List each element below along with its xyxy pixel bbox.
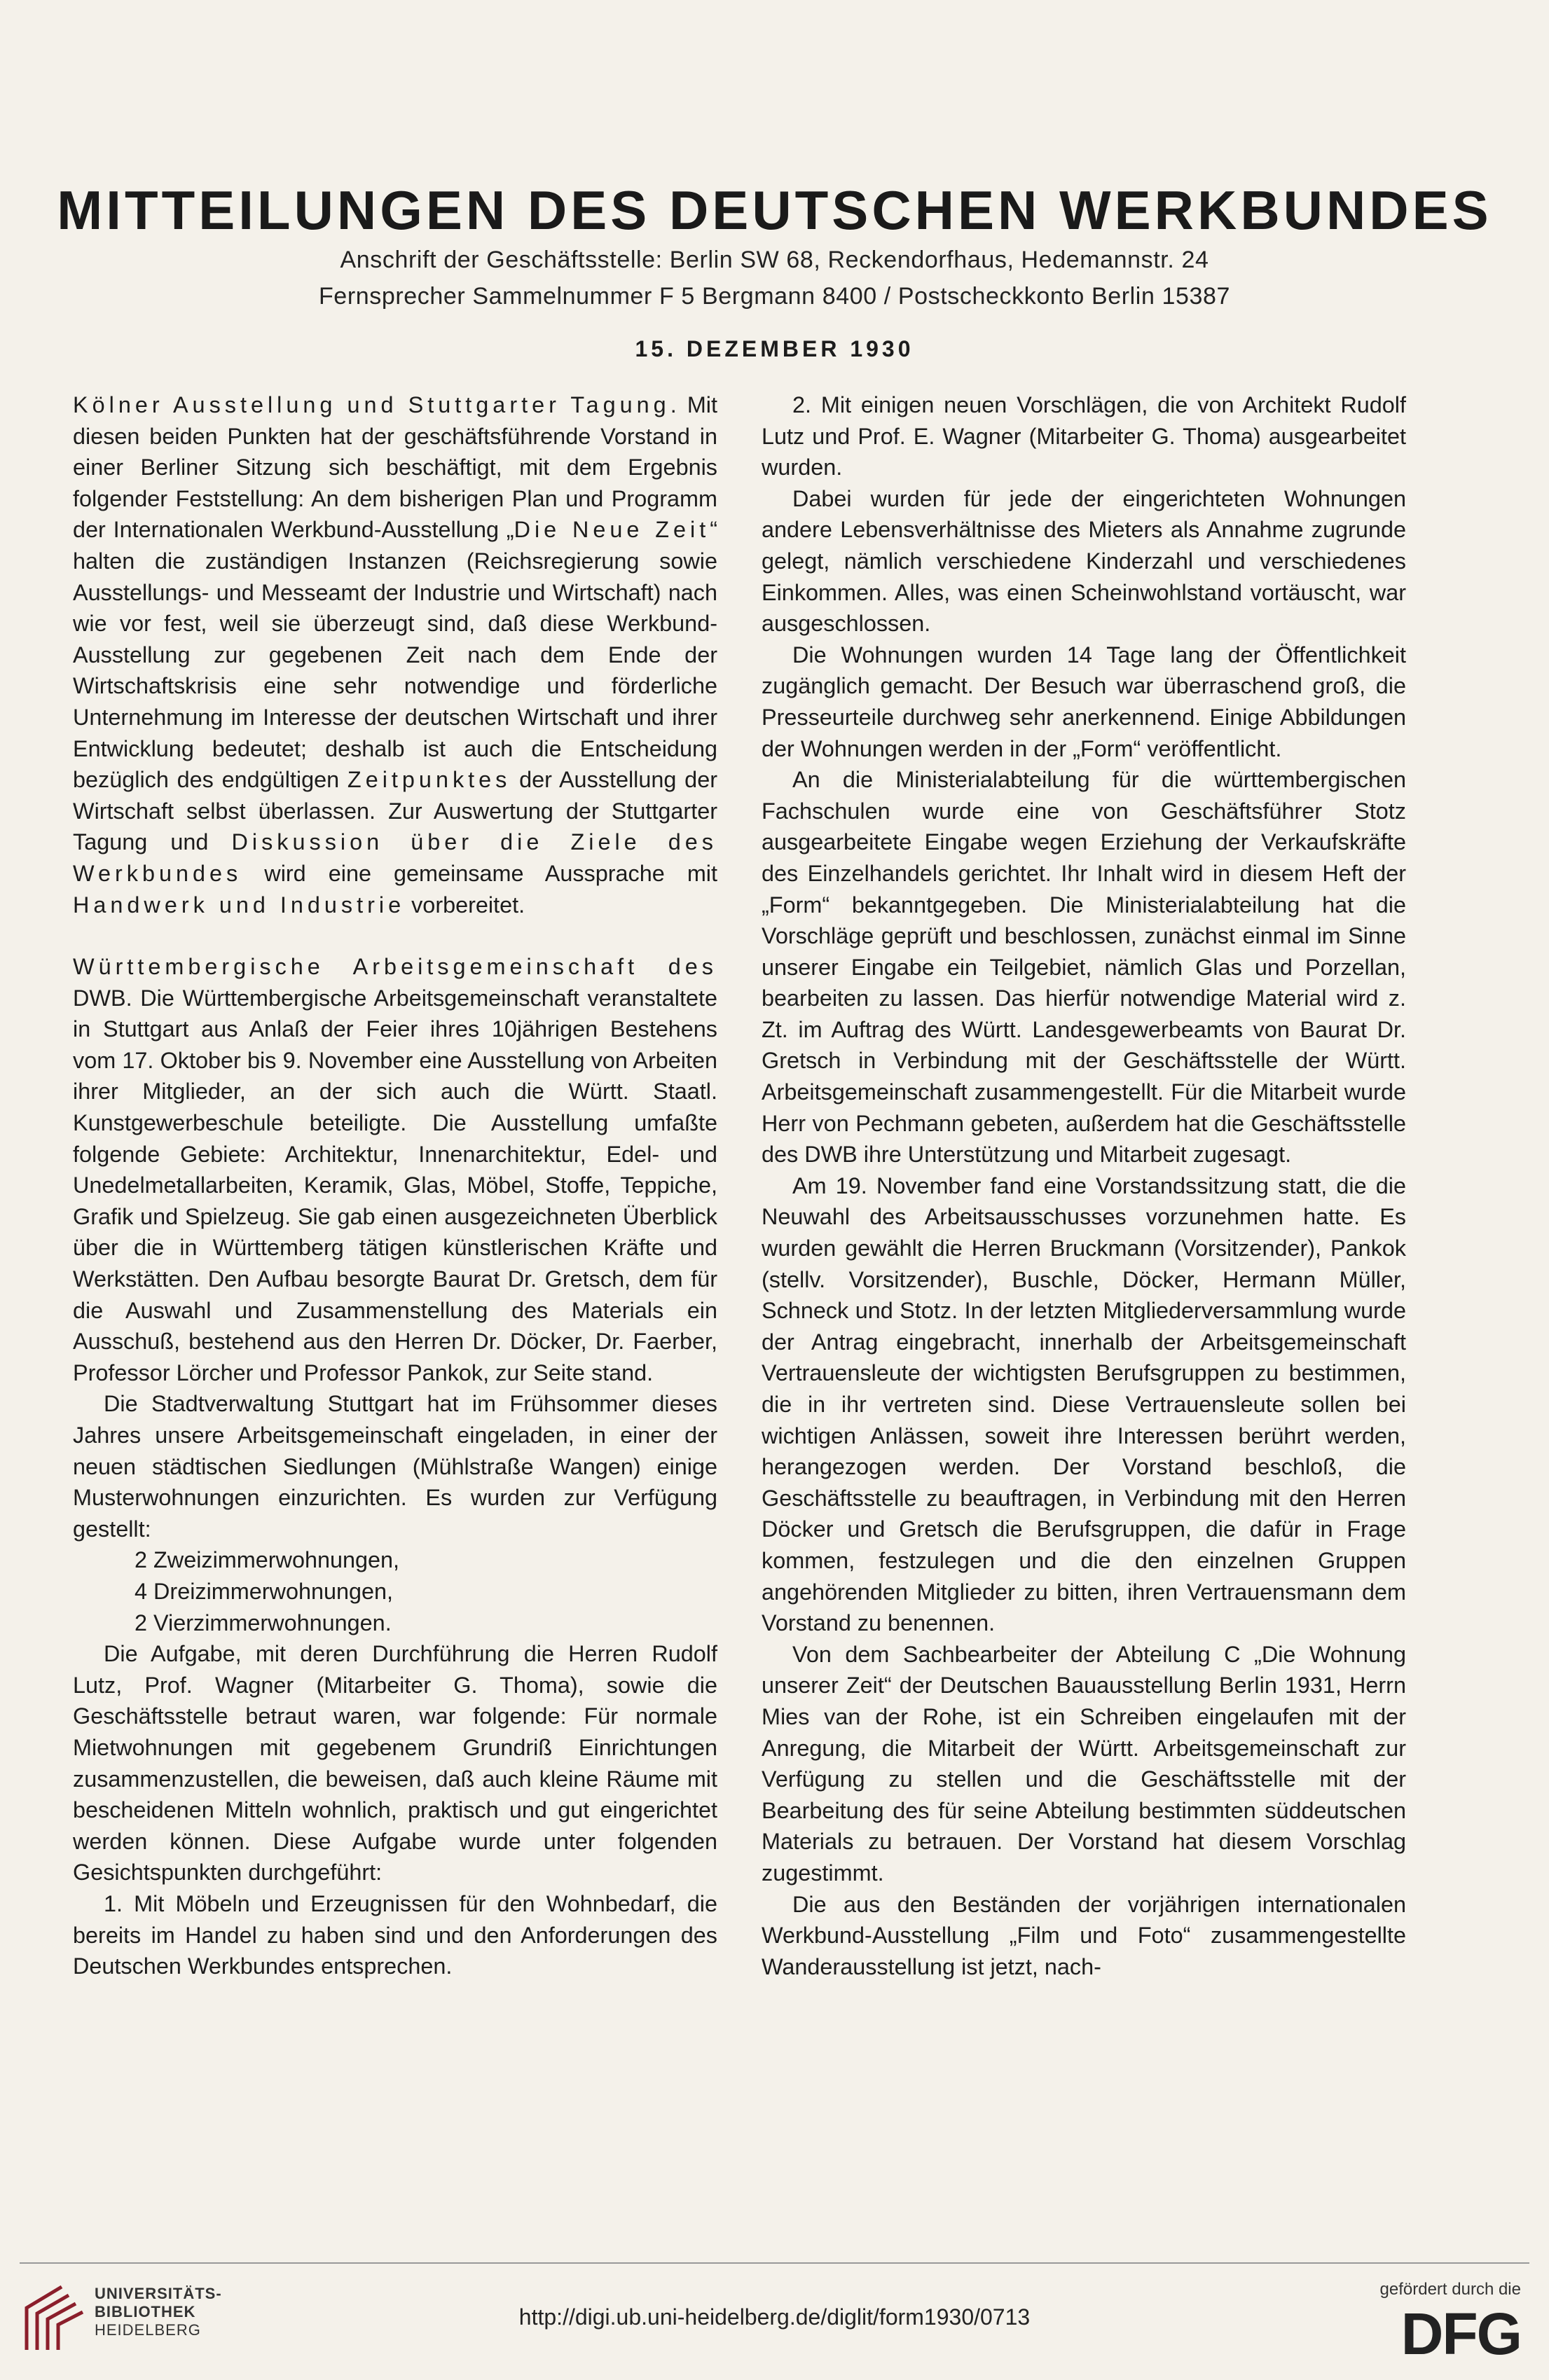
paragraph: An die Ministerialabteilung für die württembergischen Fachschulen wurde eine von Geschäftsführer Stotz ausgearbeitete Eingabe wegen Erziehung der Verkaufskräfte des Einzelhandels gerichtet. Ihr Inhalt wird in diesem Heft der „Form“ bekanntgegeben. Die Ministerialabteilung hat die Vorschläge geprüft und beschlossen, zunächst einmal im Sinne unserer Eingabe ein Teilgebiet, nämlich Glas und Porzellan, bearbeiten zu lassen. Das hierfür notwendige Material wird z. Zt. im Auftrag des Württ. Landesgewerbeamts von Baurat Dr. Gretsch in Verbindung mit der Geschäftsstelle der Württ. Arbeitsgemeinschaft zusammengestellt. Für die Mitarbeit wurde Herr von Pechmann gebeten, außerdem hat die Geschäftsstelle des DWB ihre Unterstützung und Mitarbeit zugesagt. [762,767,1406,1168]
phone-line: Fernsprecher Sammelnummer F 5 Bergmann 8400 / Postscheckkonto Berlin 15387 [318,283,1231,310]
list-item: 4 Dreizimmerwohnungen, [135,1578,394,1604]
right-column [762,389,1406,1982]
library-name: UNIVERSITÄTS- BIBLIOTHEK HEIDELBERG [95,2285,222,2339]
list-item: 2 Zweizimmerwohnungen, [135,1547,400,1573]
left-column [73,389,717,1982]
section-heading: Kölner Ausstellung und Stuttgarter Tagung. [73,392,681,417]
paragraph: Kölner Ausstellung und Stuttgarter Tagung. Mit diesen beiden Punkten hat der geschäftsführende Vorstand in einer Berliner Sitzung sich beschäftigt, mit dem Ergebnis folgender Feststellung: An dem bisherigen Plan und Programm der Internationalen Werkbund-Ausstellung „Die Neue Zeit“ halten die zuständigen Instanzen (Reichsregierung sowie Ausstellungs- und Messeamt der Industrie und Wirtschaft) nach wie vor fest, weil sie überzeugt sind, daß diese Werkbund-Ausstellung zur gegebenen Zeit nach dem Ende der Wirtschaftskrisis eine sehr notwendige und förderliche Unternehmung im Interesse der deutschen Wirtschaft und ihrer Entwicklung bedeutet; deshalb ist auch die Entscheidung bezüglich des endgültigen Zeitpunktes der Ausstellung der Wirtschaft selbst überlassen. Zur Auswertung der Stuttgarter Tagung und Diskussion über die Ziele des Werkbundes wird eine gemeinsame Aussprache mit Handwerk und Industrie vorbereitet. [73,392,718,918]
paragraph: Die Aufgabe, mit deren Durchführung die Herren Rudolf Lutz, Prof. Wagner (Mitarbeiter G. Thoma), sowie die Geschäftsstelle betraut waren, war folgende: Für normale Mietwohnungen mit gegebenem Grundriß Einrichtungen zusammenzustellen, die beweisen, daß auch kleine Räume mit bescheidenen Mitteln wohnlich, praktisch und gut eingerichtet werden können. Diese Aufgabe wurde unter folgenden Gesichtspunkten durchgeführt: [73,1641,717,1886]
paragraph: Die aus den Beständen der vorjährigen internationalen Werkbund-Ausstellung „Film und Foto“ zusammengestellte Wanderausstellung ist jetzt, nach- [762,1891,1406,1979]
issue-date: 15. DEZEMBER 1930 [635,336,914,361]
address-line: Anschrift der Geschäftsstelle: Berlin SW 68, Reckendorfhaus, Hedemannstr. 24 [340,247,1209,273]
source-url-link[interactable]: http://digi.ub.uni-heidelberg.de/diglit/form1930/0713 [518,2304,1031,2330]
page-title: MITTEILUNGEN DES DEUTSCHEN WERKBUNDES [57,179,1492,241]
paragraph: 2. Mit einigen neuen Vorschlägen, die von Architekt Rudolf Lutz und Prof. E. Wagner (Mitarbeiter G. Thoma) ausgearbeitet wurden. [762,392,1406,480]
paragraph: 1. Mit Möbeln und Erzeugnissen für den Wohnbedarf, die bereits im Handel zu haben sind und den Anforderungen des Deutschen Werkbundes entsprechen. [73,1890,717,1979]
paragraph: Dabei wurden für jede der eingerichteten Wohnungen andere Lebensverhältnisse des Mieters als Annahme zugrunde gelegt, nämlich verschiedene Kinderzahl und verschiedenes Einkommen. Alles, was einen Scheinwohlstand vortäuscht, war ausgeschlossen. [762,485,1406,637]
section-heading: Württembergische Arbeitsgemeinschaft des [73,954,717,980]
paragraph: Württembergische Arbeitsgemeinschaft des DWB. Die Württembergische Arbeitsgemeinschaft veranstaltete in Stuttgart aus Anlaß der Feier ihres 10jährigen Bestehens vom 17. Oktober bis 9. November eine Ausstellung von Arbeiten ihrer Mitglieder, an der sich auch die Württ. Staatl. Kunstgewerbeschule beteiligte. Die Ausstellung umfaßte folgende Gebiete: Architektur, Innenarchitektur, Edel- und Unedelmetallarbeiten, Keramik, Glas, Möbel, Stoffe, Teppiche, Grafik und Spielzeug. Sie gab einen ausgezeichneten Überblick über die in Württemberg tätigen künstlerischen Kräfte und Werkstätten. Den Aufbau besorgte Baurat Dr. Gretsch, dem für die Auswahl und Zusammenstellung des Materials ein Ausschuß, bestehend aus den Herren Dr. Döcker, Dr. Faerber, Professor Lörcher und Professor Pankok, zur Seite stand. [73,954,717,1385]
paragraph: Die Wohnungen wurden 14 Tage lang der Öffentlichkeit zugänglich gemacht. Der Besuch war überraschend groß, die Presseurteile durchweg sehr anerkennend. Einige Abbildungen der Wohnungen werden in der „Form“ veröffentlicht. [762,642,1406,761]
apartment-list [73,1544,717,1638]
funding-caption: gefördert durch die [1379,2280,1521,2299]
list-item: 2 Vierzimmerwohnungen. [135,1610,392,1635]
paragraph: Die Stadtverwaltung Stuttgart hat im Frühsommer dieses Jahres unsere Arbeitsgemeinschaft eingeladen, in einer der neuen städtischen Siedlungen (Mühlstraße Wangen) einige Musterwohnungen einzurichten. Es wurden zur Verfügung gestellt: [73,1391,717,1542]
footer-divider [20,2262,1529,2264]
paragraph: Von dem Sachbearbeiter der Abteilung C „Die Wohnung unserer Zeit“ der Deutschen Bauausstellung Berlin 1931, Herrn Mies van der Rohe, ist ein Schreiben eingelaufen mit der Anregung, die Mitarbeit der Württ. Arbeitsgemeinschaft zur Verfügung zu stellen und die Geschäftsstelle mit der Bearbeitung des für seine Abteilung bestimmten süddeutschen Materials zu betrauen. Der Vorstand hat diesem Vorschlag zugestimmt. [762,1641,1406,1886]
paragraph: Am 19. November fand eine Vorstandssitzung statt, die die Neuwahl des Arbeitsausschusses vorzunehmen hatte. Es wurden gewählt die Herren Bruckmann (Vorsitzender), Pankok (stellv. Vorsitzender), Buschle, Döcker, Hermann Müller, Schneck und Stotz. In der letzten Mitgliederversammlung wurde der Antrag eingebracht, innerhalb der Arbeitsgemeinschaft Vertrauensleute der wichtigsten Berufsgruppen zu bestimmen, die in ihr vertreten sind. Diese Vertrauensleute sollen bei wichtigen Anlässen, soweit ihre Interessen berührt werden, herangezogen werden. Der Vorstand beschloß, die Geschäftsstelle zu beauftragen, in Verbindung mit den Herren Döcker und Gretsch die Berufsgruppen, die dafür in Frage kommen, festzulegen und die den einzelnen Gruppen angehörenden Mitglieder zu bitten, ihren Vertrauensmann dem Vorstand zu benennen. [762,1172,1406,1636]
dfg-logo: DFG [1400,2301,1521,2367]
